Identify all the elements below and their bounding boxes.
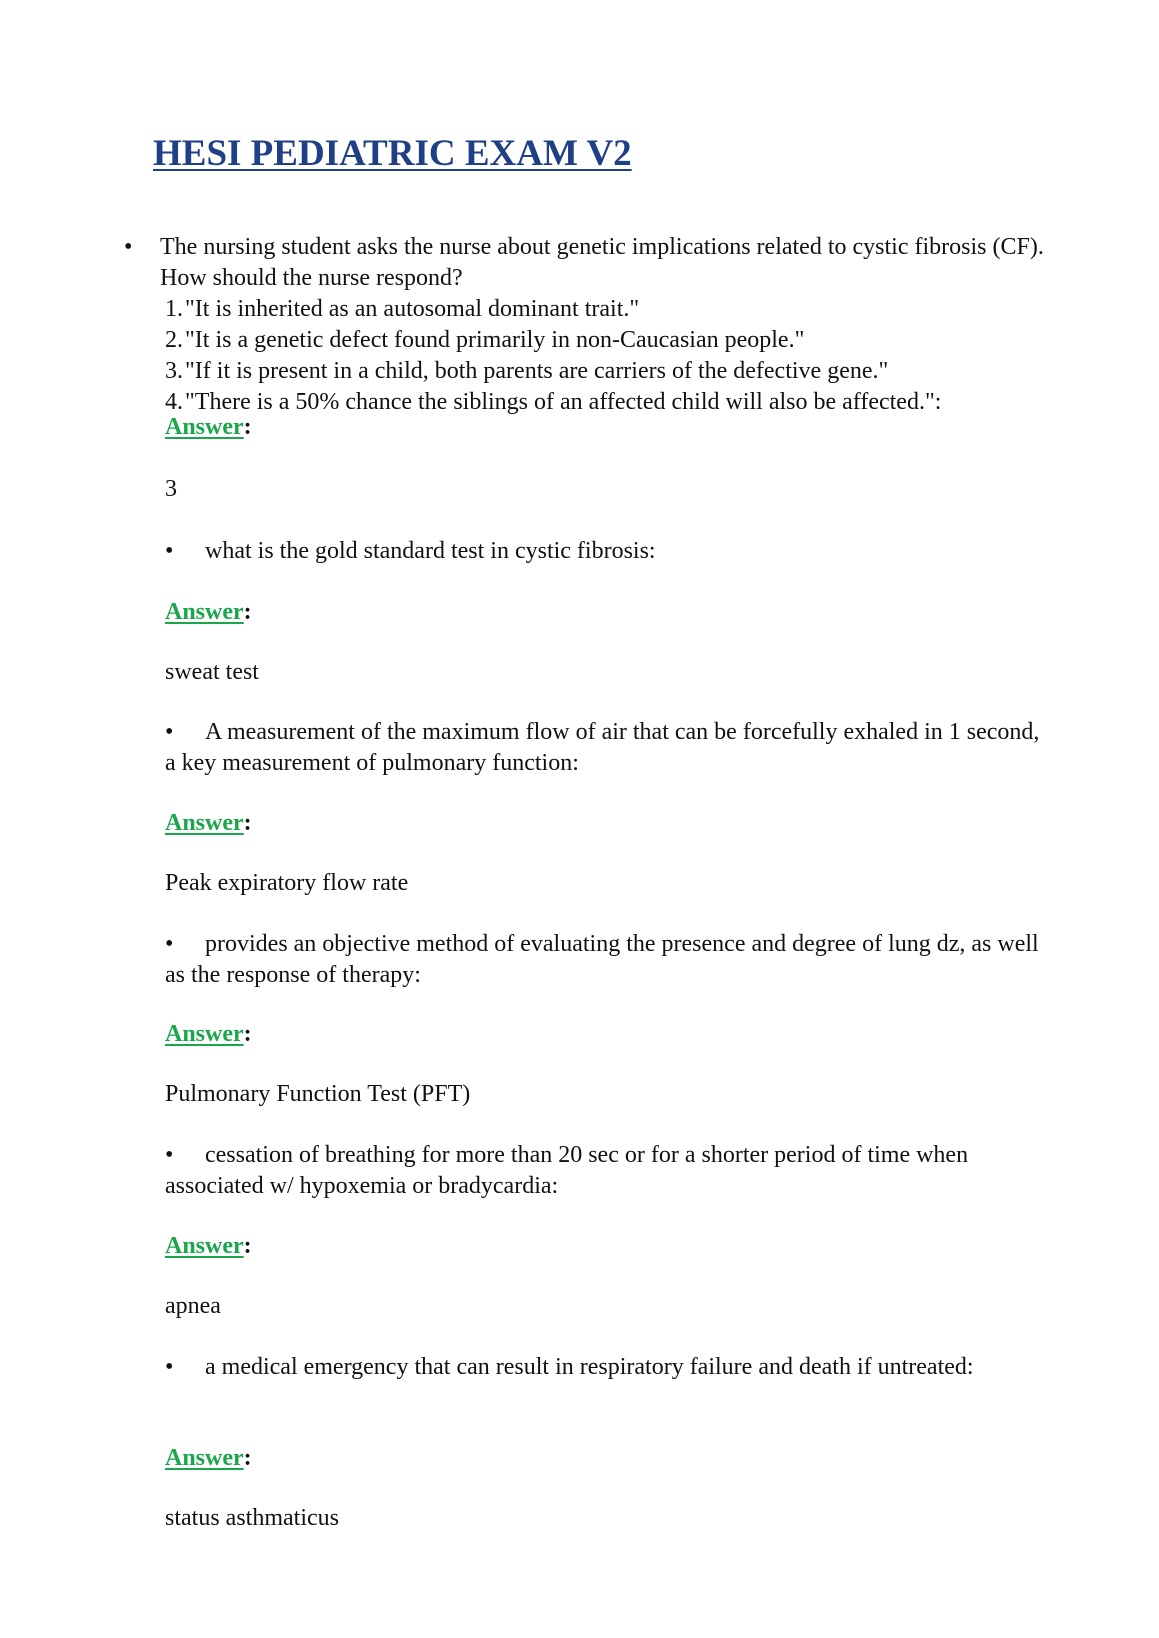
bullet-icon: • xyxy=(165,538,174,564)
question-1 xyxy=(120,232,1080,418)
question-text: The nursing student asks the nurse about genetic implications related to cystic fibrosis (CF). How should the nurse respond? xyxy=(160,234,1044,291)
bullet-icon: • xyxy=(165,1354,174,1380)
option-item: 4."There is a 50% chance the siblings of an affected child will also be affected.": xyxy=(165,389,942,415)
answer-label: Answer: xyxy=(165,1021,252,1047)
answer-label: Answer: xyxy=(165,599,252,625)
bullet-icon: • xyxy=(165,719,174,745)
answer-text: status asthmaticus xyxy=(165,1505,339,1531)
answer-text: apnea xyxy=(165,1293,221,1319)
question-text: • A measurement of the maximum flow of air that can be forcefully exhaled in 1 second, a key measurement of pulmonary function: xyxy=(165,719,1040,776)
question-text: • provides an objective method of evaluating the presence and degree of lung dz, as well as the response of therapy: xyxy=(165,931,1039,988)
option-list xyxy=(165,294,1080,418)
document-title: HESI PEDIATRIC EXAM V2 xyxy=(153,133,632,174)
answer-text: 3 xyxy=(165,476,177,502)
answer-text: Pulmonary Function Test (PFT) xyxy=(165,1081,471,1107)
answer-text: Peak expiratory flow rate xyxy=(165,870,409,896)
bullet-icon: • xyxy=(165,931,174,957)
answer-text: sweat test xyxy=(165,659,259,685)
question-text: • a medical emergency that can result in respiratory failure and death if untreated: xyxy=(165,1352,1045,1383)
answer-label: Answer: xyxy=(165,810,252,836)
option-item: 3."If it is present in a child, both parents are carriers of the defective gene." xyxy=(165,358,889,384)
question-text: • cessation of breathing for more than 20 sec or for a shorter period of time when associated w/ hypoxemia or bradycardia: xyxy=(165,1142,969,1199)
answer-label: Answer: xyxy=(165,414,252,440)
question-text: • what is the gold standard test in cystic fibrosis: xyxy=(165,536,1045,567)
option-item: 1."It is inherited as an autosomal dominant trait." xyxy=(165,296,640,322)
answer-label: Answer: xyxy=(165,1233,252,1259)
option-item: 2."It is a genetic defect found primarily in non-Caucasian people." xyxy=(165,327,805,353)
answer-label: Answer: xyxy=(165,1445,252,1471)
bullet-icon: • xyxy=(124,234,133,260)
bullet-icon: • xyxy=(165,1142,174,1168)
